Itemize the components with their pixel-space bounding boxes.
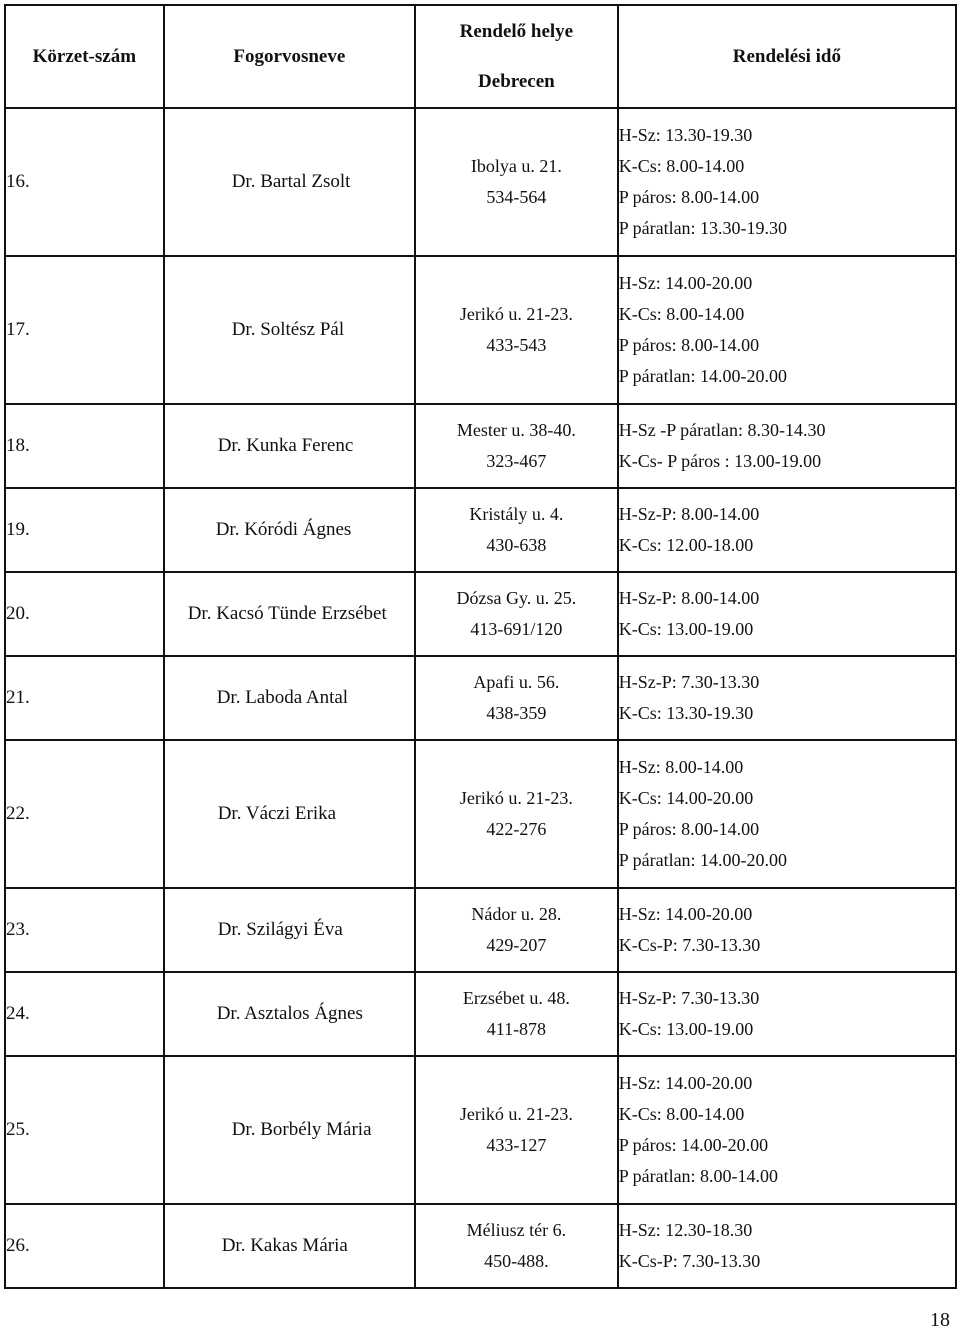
district-number: 23. bbox=[5, 888, 164, 972]
header-location-line2: Debrecen bbox=[478, 70, 555, 92]
hours-line: P páratlan: 14.00-20.00 bbox=[618, 366, 788, 386]
office-hours bbox=[618, 488, 956, 572]
phone-number: 433-543 bbox=[486, 335, 547, 355]
office-hours bbox=[618, 256, 956, 404]
address-line: Nádor u. 28. bbox=[471, 904, 562, 924]
table-row bbox=[5, 404, 956, 488]
hours-line: H-Sz-P: 7.30-13.30 bbox=[618, 988, 760, 1008]
district-number: 26. bbox=[5, 1204, 164, 1288]
hours-line: K-Cs- P páros : 13.00-19.00 bbox=[618, 451, 822, 471]
hours-line: H-Sz-P: 8.00-14.00 bbox=[618, 504, 760, 524]
phone-number: 433-127 bbox=[486, 1135, 547, 1155]
table-row bbox=[5, 888, 956, 972]
office-location bbox=[415, 972, 618, 1056]
district-number: 21. bbox=[5, 656, 164, 740]
header-dentist-name: Fogorvosneve bbox=[164, 5, 415, 108]
hours-line: H-Sz: 12.30-18.30 bbox=[618, 1220, 753, 1240]
dentist-name: Dr. Bartal Zsolt bbox=[164, 108, 415, 256]
hours-line: P páratlan: 14.00-20.00 bbox=[618, 850, 788, 870]
district-number: 19. bbox=[5, 488, 164, 572]
dentist-name: Dr. Soltész Pál bbox=[164, 256, 415, 404]
hours-line: H-Sz-P: 8.00-14.00 bbox=[618, 588, 760, 608]
district-number: 20. bbox=[5, 572, 164, 656]
hours-line: H-Sz: 14.00-20.00 bbox=[618, 1073, 753, 1093]
dentist-name: Dr. Kakas Mária bbox=[164, 1204, 415, 1288]
office-hours bbox=[618, 888, 956, 972]
district-number: 16. bbox=[5, 108, 164, 256]
phone-number: 534-564 bbox=[486, 187, 547, 207]
hours-line: H-Sz: 14.00-20.00 bbox=[618, 273, 753, 293]
header-row bbox=[5, 5, 956, 108]
district-number: 25. bbox=[5, 1056, 164, 1204]
office-location bbox=[415, 256, 618, 404]
phone-number: 429-207 bbox=[486, 935, 547, 955]
phone-number: 438-359 bbox=[486, 703, 547, 723]
phone-number: 413-691/120 bbox=[470, 619, 563, 639]
office-hours bbox=[618, 404, 956, 488]
dentist-name: Dr. Laboda Antal bbox=[164, 656, 415, 740]
hours-line: P páratlan: 8.00-14.00 bbox=[618, 1166, 779, 1186]
dentist-name: Dr. Váczi Erika bbox=[164, 740, 415, 888]
office-location bbox=[415, 740, 618, 888]
district-number: 18. bbox=[5, 404, 164, 488]
address-line: Jerikó u. 21-23. bbox=[459, 1104, 573, 1124]
office-hours bbox=[618, 740, 956, 888]
dentist-name: Dr. Kunka Ferenc bbox=[164, 404, 415, 488]
office-hours bbox=[618, 1056, 956, 1204]
hours-line: P páros: 8.00-14.00 bbox=[618, 187, 760, 207]
office-location bbox=[415, 656, 618, 740]
office-location bbox=[415, 108, 618, 256]
address-line: Méliusz tér 6. bbox=[466, 1220, 567, 1240]
office-hours bbox=[618, 108, 956, 256]
dentist-schedule-table bbox=[4, 4, 957, 1289]
table-row bbox=[5, 656, 956, 740]
office-location bbox=[415, 1056, 618, 1204]
table-body bbox=[5, 108, 956, 1288]
address-line: Jerikó u. 21-23. bbox=[459, 304, 573, 324]
dentist-name: Dr. Kacsó Tünde Erzsébet bbox=[164, 572, 415, 656]
address-line: Mester u. 38-40. bbox=[456, 420, 576, 440]
hours-line: H-Sz-P: 7.30-13.30 bbox=[618, 672, 760, 692]
table-row bbox=[5, 972, 956, 1056]
office-location bbox=[415, 888, 618, 972]
phone-number: 450-488. bbox=[484, 1251, 549, 1271]
office-location bbox=[415, 1204, 618, 1288]
district-number: 22. bbox=[5, 740, 164, 888]
office-location bbox=[415, 404, 618, 488]
address-line: Kristály u. 4. bbox=[469, 504, 564, 524]
address-line: Erzsébet u. 48. bbox=[462, 988, 570, 1008]
table-row bbox=[5, 488, 956, 572]
office-location bbox=[415, 572, 618, 656]
hours-line: P páros: 14.00-20.00 bbox=[618, 1135, 769, 1155]
hours-line: K-Cs: 8.00-14.00 bbox=[618, 304, 745, 324]
header-office-location bbox=[415, 5, 618, 108]
hours-line: K-Cs: 8.00-14.00 bbox=[618, 1104, 745, 1124]
hours-line: K-Cs-P: 7.30-13.30 bbox=[618, 1251, 761, 1271]
header-office-hours: Rendelési idő bbox=[618, 5, 956, 108]
hours-line: K-Cs-P: 7.30-13.30 bbox=[618, 935, 761, 955]
header-district-number: Körzet-szám bbox=[5, 5, 164, 108]
phone-number: 422-276 bbox=[486, 819, 547, 839]
hours-line: P páratlan: 13.30-19.30 bbox=[618, 218, 788, 238]
hours-line: H-Sz: 8.00-14.00 bbox=[618, 757, 744, 777]
hours-line: P páros: 8.00-14.00 bbox=[618, 819, 760, 839]
address-line: Dózsa Gy. u. 25. bbox=[456, 588, 577, 608]
district-number: 24. bbox=[5, 972, 164, 1056]
phone-number: 323-467 bbox=[486, 451, 547, 471]
hours-line: H-Sz: 14.00-20.00 bbox=[618, 904, 753, 924]
hours-line: K-Cs: 12.00-18.00 bbox=[618, 535, 754, 555]
hours-line: H-Sz: 13.30-19.30 bbox=[618, 125, 753, 145]
hours-line: K-Cs: 13.30-19.30 bbox=[618, 703, 754, 723]
office-location bbox=[415, 488, 618, 572]
dentist-name: Dr. Borbély Mária bbox=[164, 1056, 415, 1204]
table-row bbox=[5, 572, 956, 656]
hours-line: K-Cs: 14.00-20.00 bbox=[618, 788, 754, 808]
dentist-name: Dr. Szilágyi Éva bbox=[164, 888, 415, 972]
office-hours bbox=[618, 656, 956, 740]
table-row bbox=[5, 740, 956, 888]
hours-line: K-Cs: 8.00-14.00 bbox=[618, 156, 745, 176]
district-number: 17. bbox=[5, 256, 164, 404]
phone-number: 430-638 bbox=[486, 535, 547, 555]
page-number: 18 bbox=[930, 1309, 950, 1331]
address-line: Ibolya u. 21. bbox=[470, 156, 562, 176]
dentist-name: Dr. Asztalos Ágnes bbox=[164, 972, 415, 1056]
office-hours bbox=[618, 1204, 956, 1288]
hours-line: K-Cs: 13.00-19.00 bbox=[618, 619, 754, 639]
hours-line: P páros: 8.00-14.00 bbox=[618, 335, 760, 355]
hours-line: K-Cs: 13.00-19.00 bbox=[618, 1019, 754, 1039]
address-line: Jerikó u. 21-23. bbox=[459, 788, 573, 808]
table-row bbox=[5, 256, 956, 404]
table-row bbox=[5, 1056, 956, 1204]
phone-number: 411-878 bbox=[486, 1019, 547, 1039]
office-hours bbox=[618, 972, 956, 1056]
table-row bbox=[5, 1204, 956, 1288]
hours-line: H-Sz -P páratlan: 8.30-14.30 bbox=[618, 420, 826, 440]
address-line: Apafi u. 56. bbox=[473, 672, 560, 692]
header-location-line1: Rendelő helye bbox=[459, 20, 574, 42]
table-row bbox=[5, 108, 956, 256]
dentist-name: Dr. Kóródi Ágnes bbox=[164, 488, 415, 572]
office-hours bbox=[618, 572, 956, 656]
